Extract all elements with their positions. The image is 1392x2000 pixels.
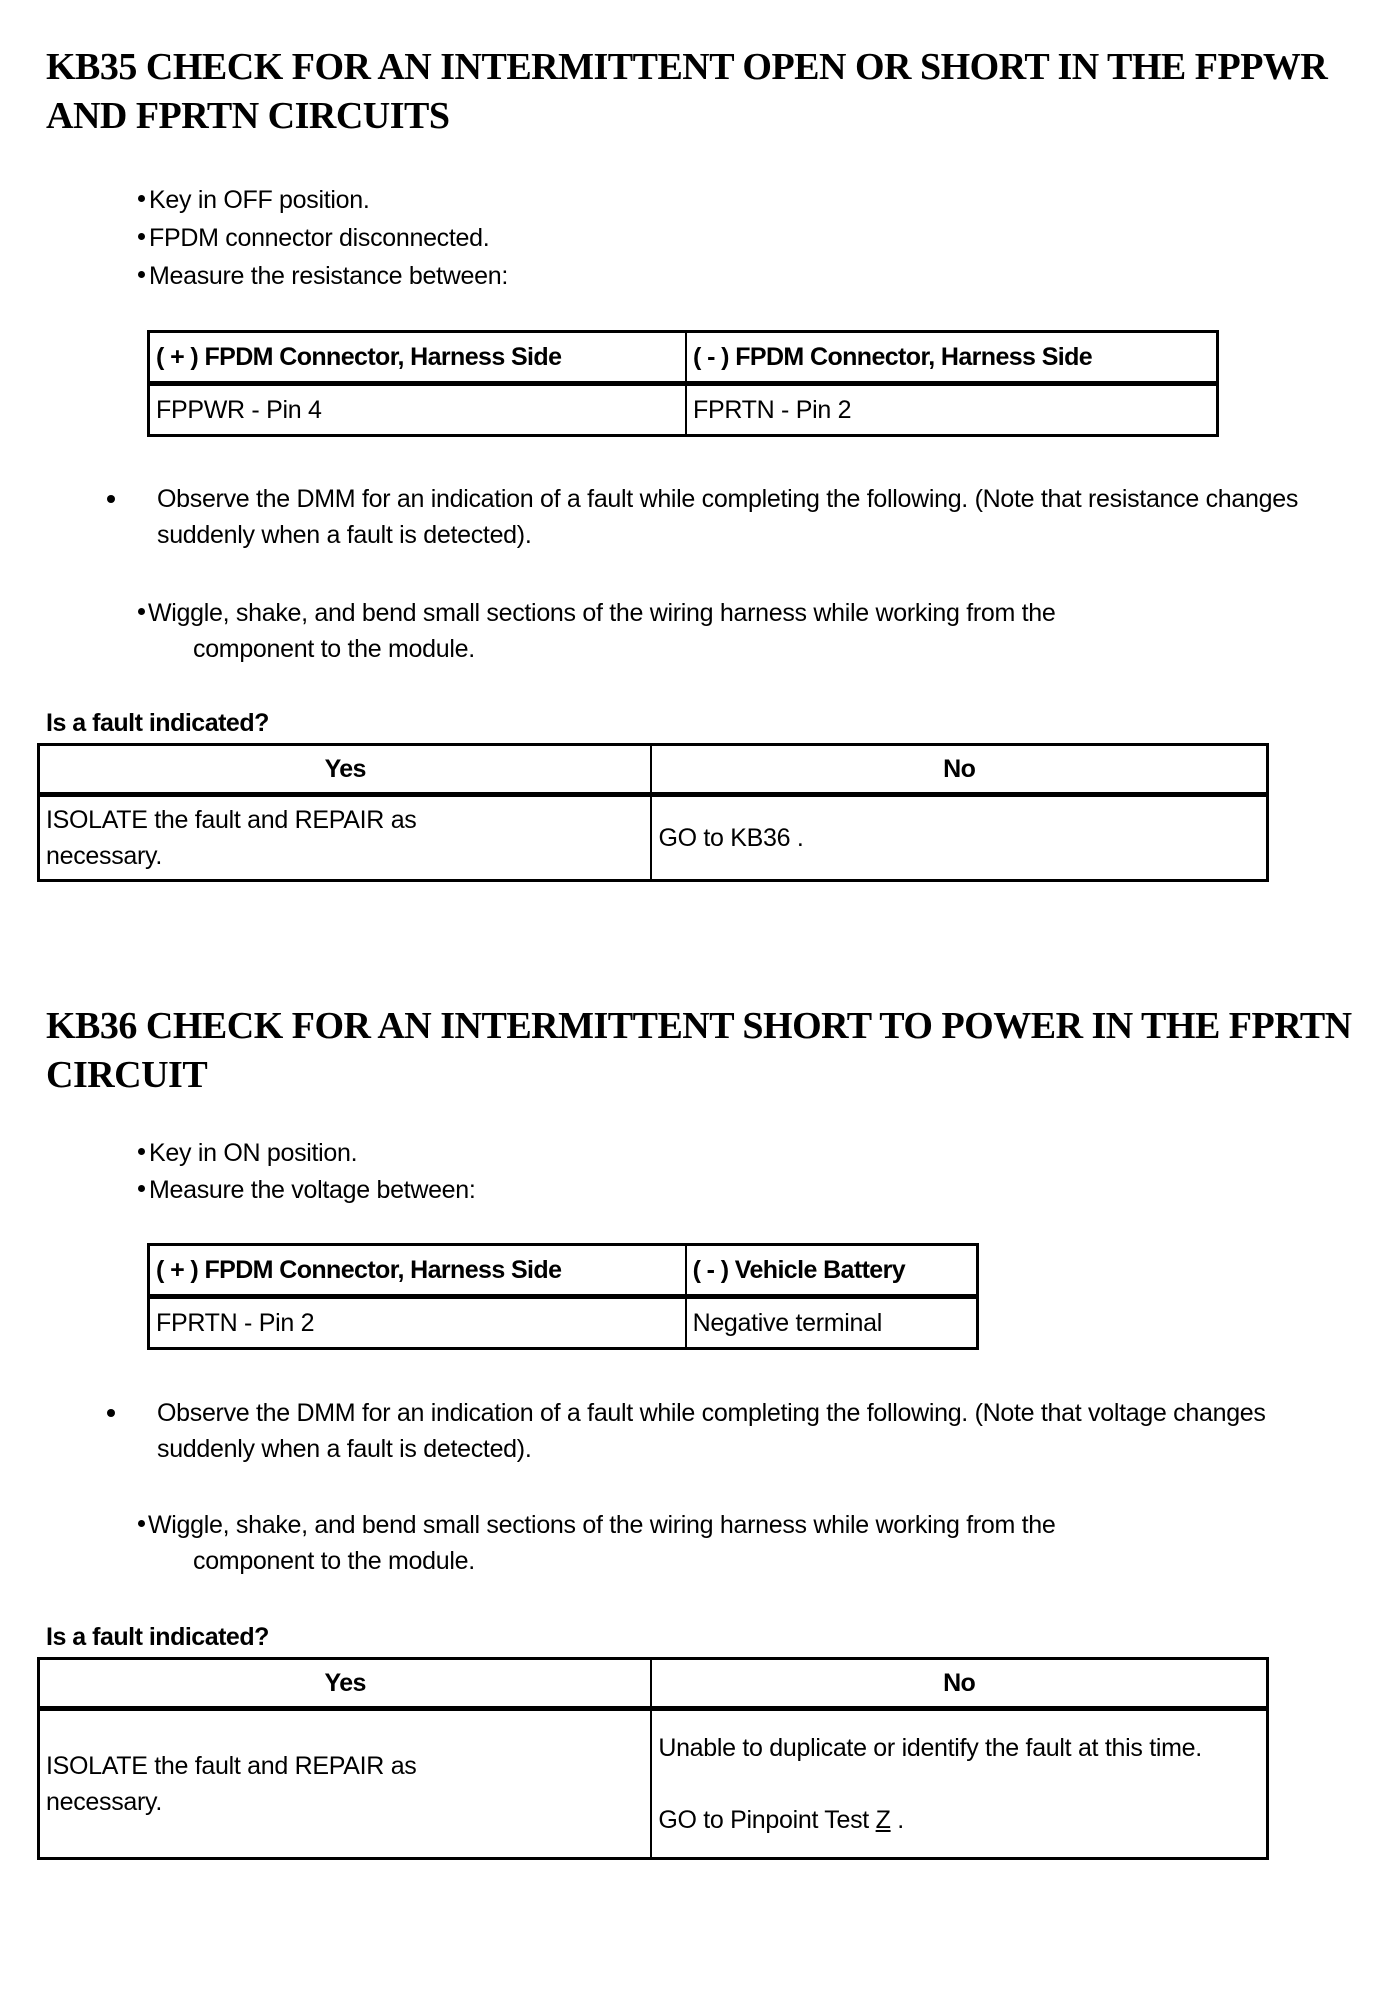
section-title-kb36: KB36 CHECK FOR AN INTERMITTENT SHORT TO POWER IN THE FPRTN CIRCUIT: [46, 1005, 1352, 1096]
bullet-icon: [138, 195, 145, 202]
result-header-yes: Yes: [39, 745, 652, 795]
pinpoint-test-z-link[interactable]: Z: [875, 1806, 891, 1834]
table-header-negative: ( - ) Vehicle Battery: [686, 1245, 978, 1297]
goto-kb36-link[interactable]: GO to KB36 .: [658, 824, 804, 852]
measurement-table: [147, 1243, 979, 1350]
bullet-icon: [107, 495, 115, 503]
bullet-icon: [138, 271, 145, 278]
bullet-icon: [138, 233, 145, 240]
condition-item: Key in OFF position.: [138, 182, 369, 218]
table-header-positive: ( + ) FPDM Connector, Harness Side: [149, 1245, 686, 1297]
table-header-positive: ( + ) FPDM Connector, Harness Side: [149, 332, 687, 384]
table-row: [149, 1297, 978, 1349]
result-yes-cell: ISOLATE the fault and REPAIR as necessary.: [39, 1709, 652, 1859]
table-cell: FPRTN - Pin 2: [149, 1297, 686, 1349]
condition-item: Measure the voltage between:: [138, 1172, 476, 1208]
wiggle-instruction: Wiggle, shake, and bend small sections of the wiring harness while working from the component to the module.: [138, 1507, 1338, 1579]
wiggle-instruction: Wiggle, shake, and bend small sections of the wiring harness while working from the component to the module.: [138, 595, 1338, 667]
result-no-cell: [651, 795, 1267, 881]
condition-item: Measure the resistance between:: [138, 258, 508, 294]
result-table: [37, 743, 1269, 882]
table-row: [39, 795, 1268, 881]
observe-instruction: Observe the DMM for an indication of a fault while completing the following. (Note that resistance changes suddenly when a fault is detected).: [100, 481, 1350, 553]
bullet-icon: [138, 1185, 145, 1192]
question-label: Is a fault indicated?: [46, 709, 269, 737]
result-yes-cell: ISOLATE the fault and REPAIR as necessary.: [39, 795, 652, 881]
result-header-no: No: [651, 745, 1267, 795]
condition-item: FPDM connector disconnected.: [138, 220, 489, 256]
bullet-icon: [138, 1520, 145, 1527]
table-cell: FPPWR - Pin 4: [149, 384, 687, 436]
bullet-icon: [107, 1409, 115, 1417]
table-row: [39, 1709, 1268, 1859]
observe-instruction: Observe the DMM for an indication of a fault while completing the following. (Note that voltage changes suddenly when a fault is detected).: [100, 1395, 1350, 1467]
question-label: Is a fault indicated?: [46, 1623, 269, 1651]
measurement-table: [147, 330, 1219, 437]
table-row: [149, 384, 1218, 436]
condition-item: Key in ON position.: [138, 1135, 357, 1171]
result-header-yes: Yes: [39, 1659, 652, 1709]
bullet-icon: [138, 1148, 145, 1155]
table-cell: Negative terminal: [686, 1297, 978, 1349]
result-header-no: No: [651, 1659, 1267, 1709]
result-table: [37, 1657, 1269, 1860]
result-no-cell: Unable to duplicate or identify the fault at this time. GO to Pinpoint Test Z .: [651, 1709, 1267, 1859]
section-title-kb35: KB35 CHECK FOR AN INTERMITTENT OPEN OR SHORT IN THE FPPWR AND FPRTN CIRCUITS: [46, 46, 1328, 137]
table-cell: FPRTN - Pin 2: [686, 384, 1218, 436]
bullet-icon: [138, 608, 145, 615]
table-header-negative: ( - ) FPDM Connector, Harness Side: [686, 332, 1218, 384]
